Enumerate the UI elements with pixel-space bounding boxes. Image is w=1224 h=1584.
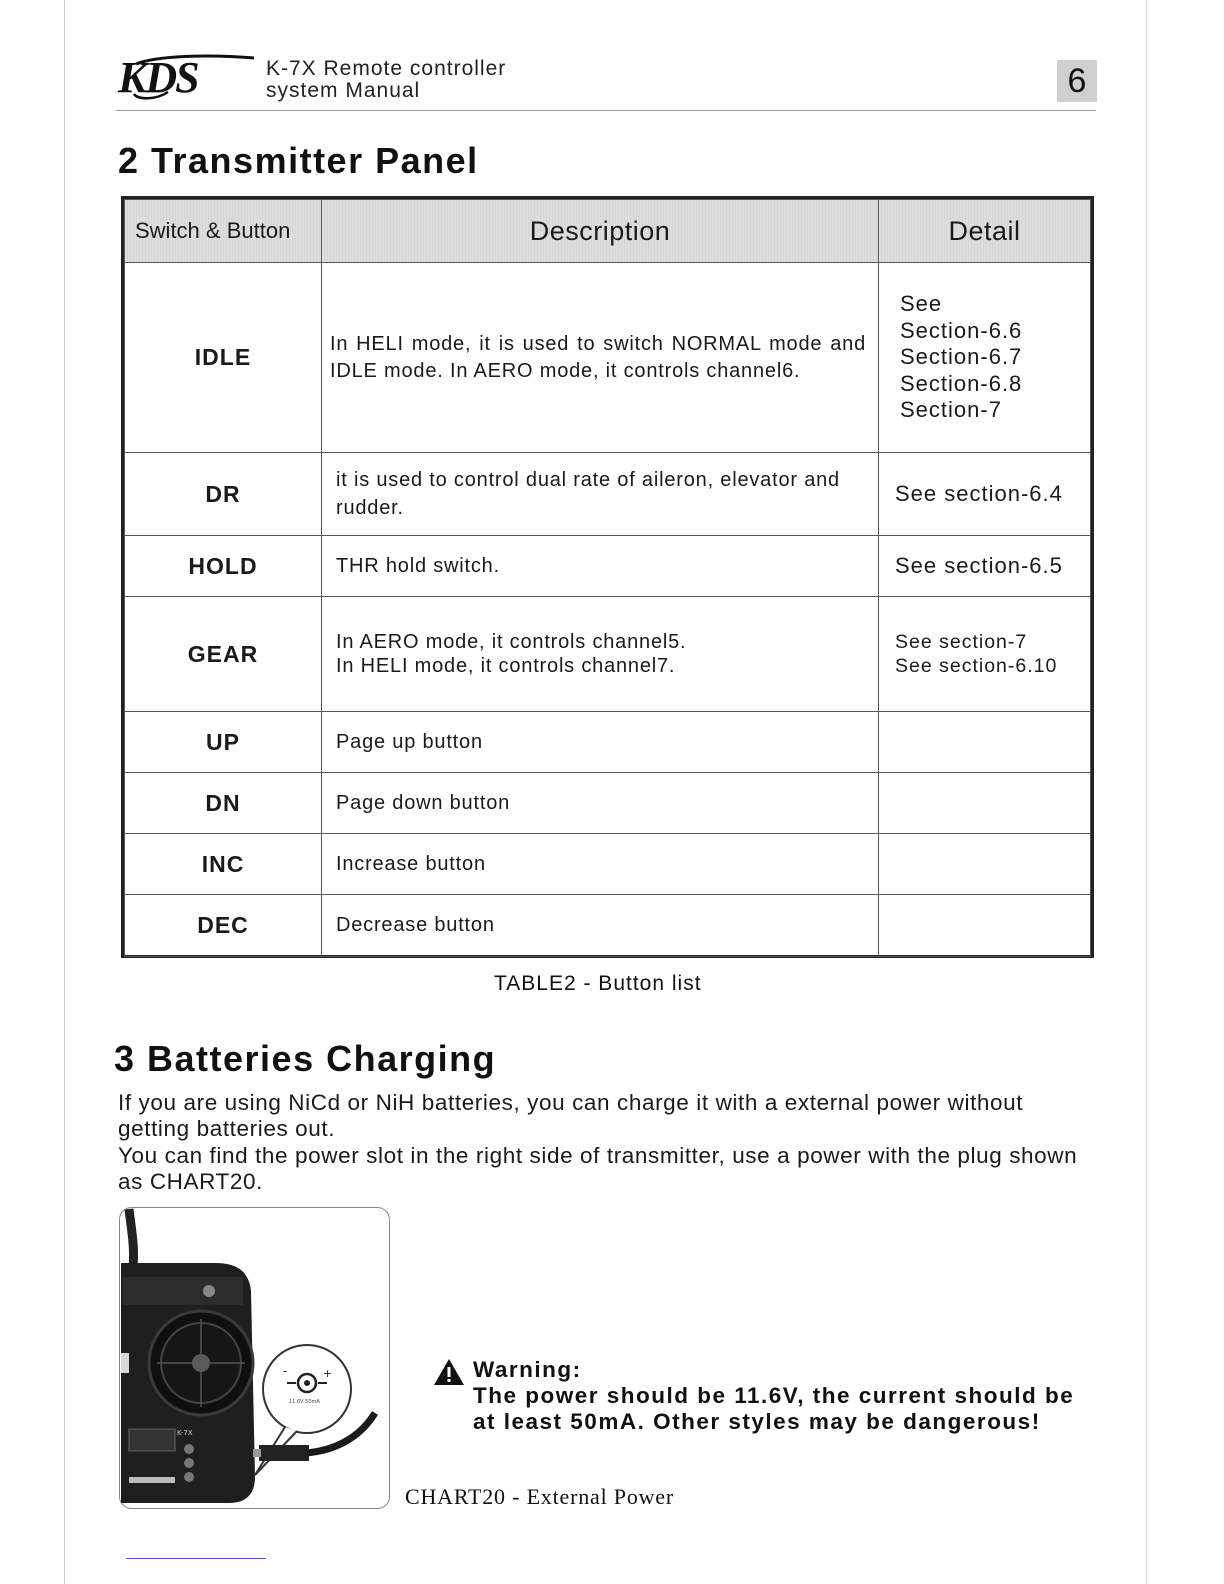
table-row xyxy=(125,773,1091,834)
column-header-detail: Detail xyxy=(879,200,1091,263)
logo-text: KDS xyxy=(118,53,198,102)
svg-text:-: - xyxy=(283,1364,288,1378)
warning-triangle-icon xyxy=(433,1358,465,1386)
transmitter-model-label: K-7X xyxy=(177,1429,193,1437)
table-row xyxy=(125,895,1091,957)
table-row xyxy=(125,712,1091,773)
row-name: DR xyxy=(125,453,322,536)
table-row xyxy=(125,536,1091,597)
description-line: In AERO mode, it controls channel5. xyxy=(336,631,687,653)
row-detail: See section-6.4 xyxy=(879,453,1091,536)
row-description: Increase button xyxy=(322,834,879,895)
page-number: 6 xyxy=(1057,60,1097,102)
row-description xyxy=(322,597,879,712)
row-detail-empty xyxy=(879,773,1091,834)
row-description: it is used to control dual rate of aileron, elevator and rudder. xyxy=(322,453,879,536)
row-description: Page up button xyxy=(322,712,879,773)
document-title-line1: K-7X Remote controller xyxy=(266,57,507,80)
kds-logo xyxy=(116,52,258,102)
section-heading-batteries-charging: 3 Batteries Charging xyxy=(114,1038,497,1079)
button-list-table xyxy=(121,196,1094,958)
row-name: IDLE xyxy=(125,263,322,453)
column-header-switch: Switch & Button xyxy=(125,200,322,263)
header-divider xyxy=(116,110,1096,111)
table-caption: TABLE2 - Button list xyxy=(494,972,702,995)
row-detail xyxy=(879,597,1091,712)
row-detail-empty xyxy=(879,712,1091,773)
table-row xyxy=(125,597,1091,712)
document-title-line2: system Manual xyxy=(266,79,421,102)
row-detail-empty xyxy=(879,834,1091,895)
row-name: DEC xyxy=(125,895,322,957)
row-name: UP xyxy=(125,712,322,773)
column-header-description: Description xyxy=(322,200,879,263)
plug-spec-label: 11.6V 50mA xyxy=(289,1399,320,1405)
footnote-divider xyxy=(126,1558,266,1559)
row-name: GEAR xyxy=(125,597,322,712)
warning-title: Warning: xyxy=(473,1357,582,1382)
detail-line: See xyxy=(900,291,943,317)
row-name: DN xyxy=(125,773,322,834)
table-header-row xyxy=(125,200,1091,263)
row-detail-empty xyxy=(879,895,1091,957)
row-description: In HELI mode, it is used to switch NORMAL mode and IDLE mode. In AERO mode, it controls channel6. xyxy=(322,263,879,453)
row-detail: See section-6.5 xyxy=(879,536,1091,597)
document-title xyxy=(266,58,506,102)
detail-line: See section-6.10 xyxy=(895,655,1058,677)
row-name: INC xyxy=(125,834,322,895)
paragraph-batteries: If you are using NiCd or NiH batteries, you can charge it with a external power without getting batteries out. xyxy=(118,1090,1024,1141)
detail-line: Section-6.7 xyxy=(900,344,1023,370)
svg-text:+: + xyxy=(323,1367,333,1380)
row-description: THR hold switch. xyxy=(322,536,879,597)
page-edge-left xyxy=(64,0,65,1584)
transmitter-power-photo xyxy=(119,1207,390,1509)
chart-caption: CHART20 - External Power xyxy=(405,1484,674,1509)
detail-line: Section-7 xyxy=(900,397,1002,423)
row-detail xyxy=(879,263,1091,453)
detail-line: See section-7 xyxy=(895,631,1028,653)
row-name: HOLD xyxy=(125,536,322,597)
section-heading-transmitter-panel: 2 Transmitter Panel xyxy=(118,140,479,181)
paragraph-power-slot: You can find the power slot in the right side of transmitter, use a power with the plug shown as CHART20. xyxy=(118,1143,1078,1194)
table-row xyxy=(125,263,1091,453)
detail-line: Section-6.6 xyxy=(900,317,1023,343)
table-row xyxy=(125,834,1091,895)
warning-note xyxy=(433,1357,1103,1435)
row-description: Page down button xyxy=(322,773,879,834)
page-edge-right xyxy=(1146,0,1147,1584)
warning-text: The power should be 11.6V, the current should be at least 50mA. Other styles may be dangerous! xyxy=(473,1383,1075,1434)
description-line: In HELI mode, it controls channel7. xyxy=(336,655,676,677)
row-description: Decrease button xyxy=(322,895,879,957)
table-row xyxy=(125,453,1091,536)
detail-line: Section-6.8 xyxy=(900,370,1023,396)
